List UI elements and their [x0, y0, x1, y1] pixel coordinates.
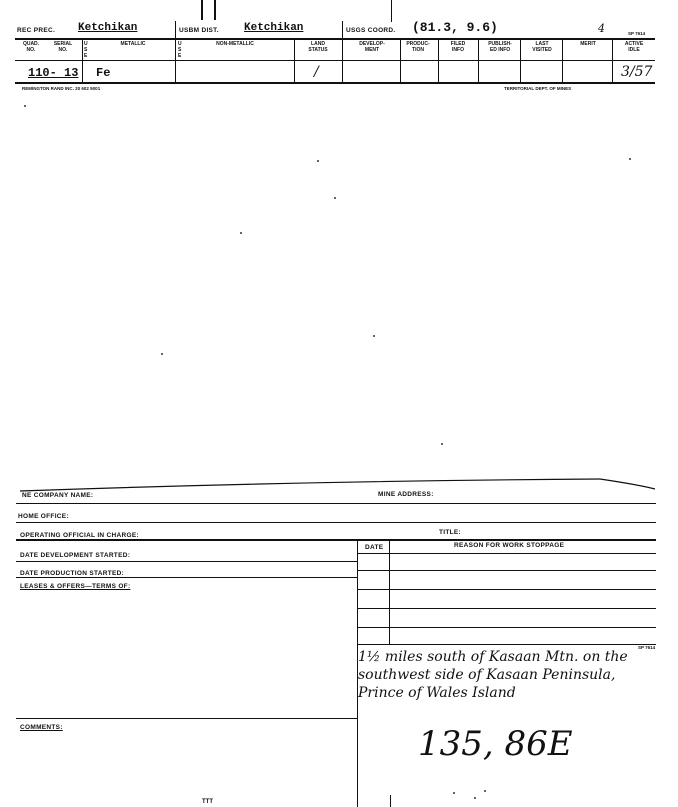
- handwritten-location: [358, 648, 628, 702]
- header-serial: SERIAL NO.: [53, 41, 73, 53]
- metallic-value: Fe: [96, 66, 111, 80]
- header-top-rule: [15, 38, 655, 40]
- header-merit: MERIT: [580, 41, 596, 47]
- location-line-1: 1½ miles south of Kasaan Mtn. on the: [358, 649, 628, 665]
- date-production-label: DATE PRODUCTION STARTED:: [20, 570, 125, 577]
- rec-prec-value: Ketchikan: [78, 22, 138, 34]
- reason-header: REASON FOR WORK STOPPAGE: [454, 542, 565, 549]
- usgs-coord-value: (81.3, 9.6): [412, 20, 498, 35]
- header-last-visited: LAST VISITED: [532, 41, 552, 53]
- bottom-form-code: SP 7614: [638, 645, 656, 650]
- home-office-label: HOME OFFICE:: [18, 513, 69, 520]
- date-header: DATE: [365, 544, 384, 551]
- header-non-metallic: NON-METALLIC: [216, 41, 254, 47]
- comments-label: COMMENTS:: [20, 724, 63, 731]
- header-active-idle: ACTIVE IDLE: [624, 41, 644, 53]
- card-top-edge: [0, 475, 678, 495]
- location-line-3: Prince of Wales Island: [358, 685, 516, 701]
- mine-address-label: MINE ADDRESS:: [378, 491, 434, 498]
- header-use-nonmetallic: U S E: [178, 41, 182, 59]
- handwritten-number: 135, 86E: [418, 724, 573, 764]
- usbm-dist-value: Ketchikan: [244, 22, 304, 34]
- punch-mark-right: [214, 0, 216, 20]
- title-label: TITLE:: [439, 529, 462, 536]
- usbm-dist-label: USBM DIST.: [179, 27, 219, 34]
- rec-prec-label: REC PREC.: [17, 27, 56, 34]
- header-land-status: LAND STATUS: [308, 41, 328, 53]
- usgs-coord-label: USGS COORD.: [346, 27, 396, 34]
- punch-mark-left: [201, 0, 203, 20]
- active-idle-mark: 3/57: [621, 64, 653, 80]
- divider-top-mark: [391, 0, 392, 22]
- header-quad: QUAD. NO.: [22, 41, 40, 53]
- header-production: PRODUC- TION: [406, 41, 430, 53]
- mine-company-name-label: NE COMPANY NAME:: [22, 492, 94, 499]
- header-published-info: PUBLISH- ED INFO: [488, 41, 512, 53]
- printer-line: REMINGTON RAND INC. 20 602 5001: [22, 86, 101, 91]
- location-line-2: southwest side of Kasaan Peninsula,: [358, 667, 616, 683]
- corner-mark: 4: [598, 22, 605, 35]
- card-bottom-rule: [15, 82, 655, 84]
- leases-label: LEASES & OFFERS—TERMS OF:: [20, 583, 131, 590]
- quad-serial-value: 110- 13: [28, 66, 79, 80]
- header-development: DEVELOP- MENT: [359, 41, 385, 53]
- header-filed-info: FILED INFO: [450, 41, 466, 53]
- date-development-label: DATE DEVELOPMENT STARTED:: [20, 552, 131, 559]
- land-status-mark: /: [314, 64, 319, 80]
- footer-mark: TTT: [202, 799, 213, 805]
- header-metallic: METALLIC: [120, 41, 146, 47]
- operating-official-label: OPERATING OFFICIAL IN CHARGE:: [20, 532, 139, 539]
- territorial-dept: TERRITORIAL DEPT. OF MINES: [504, 86, 572, 91]
- form-code: SP 7614: [628, 31, 646, 36]
- header-use-metallic: U S E: [84, 41, 88, 59]
